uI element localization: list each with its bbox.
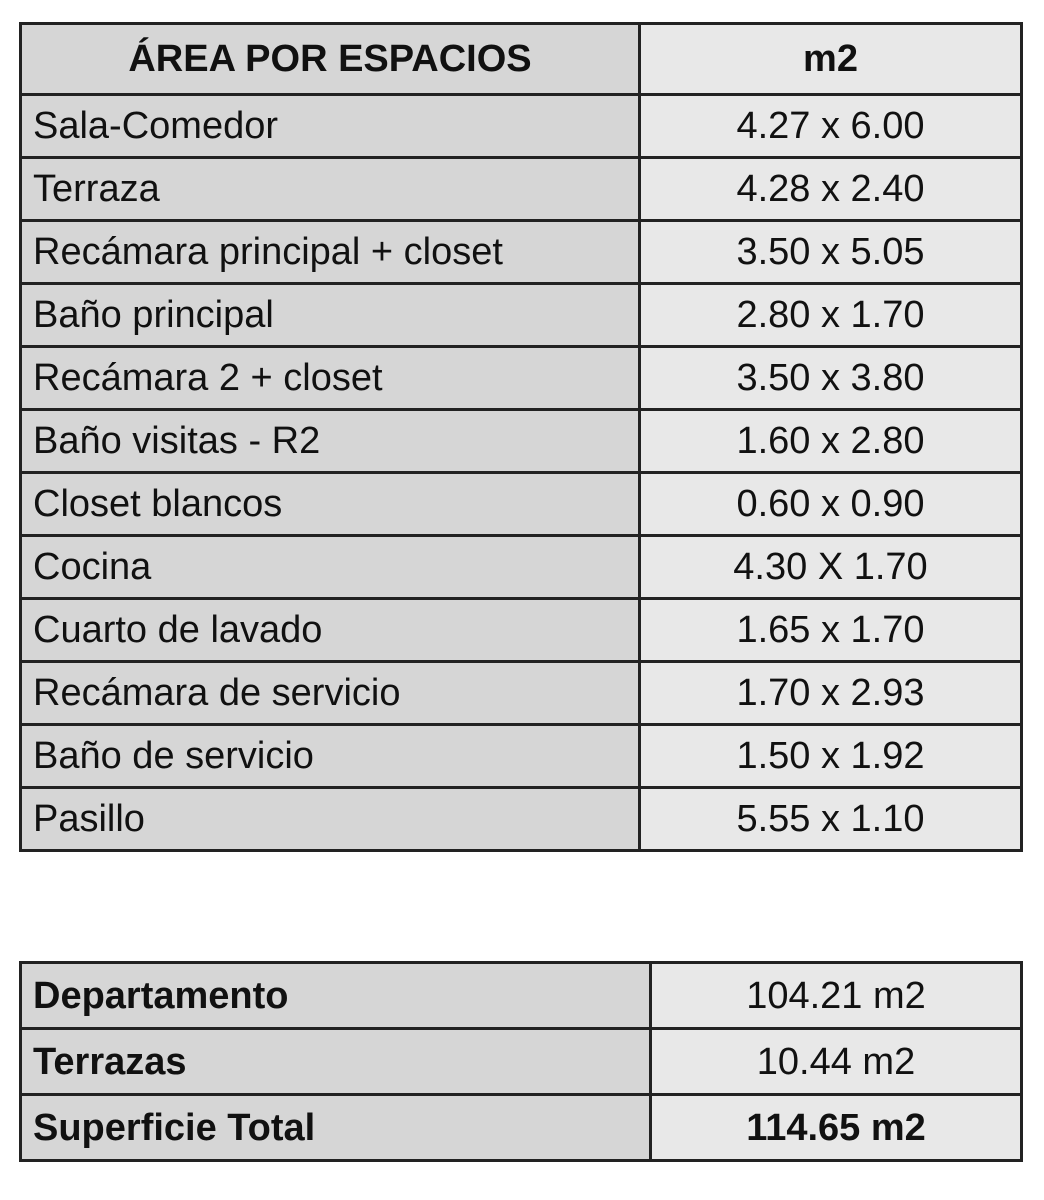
- table-row: [21, 725, 1022, 788]
- table-row: [21, 221, 1022, 284]
- space-name-cell: Baño visitas - R2: [21, 410, 640, 473]
- space-dimensions-cell: 3.50 x 3.80: [640, 347, 1022, 410]
- space-dimensions-cell: 4.28 x 2.40: [640, 158, 1022, 221]
- space-name-cell: Recámara de servicio: [21, 662, 640, 725]
- table-row: [21, 963, 1022, 1029]
- table-row: [21, 347, 1022, 410]
- table-row: [21, 284, 1022, 347]
- areas-table-header-row: [21, 24, 1022, 95]
- space-dimensions-cell: 4.30 X 1.70: [640, 536, 1022, 599]
- grand-total-value-cell: 114.65 m2: [651, 1095, 1022, 1161]
- totals-table: [19, 961, 1023, 1162]
- space-dimensions-cell: 1.60 x 2.80: [640, 410, 1022, 473]
- space-dimensions-cell: 1.50 x 1.92: [640, 725, 1022, 788]
- total-value-cell: 104.21 m2: [651, 963, 1022, 1029]
- space-column-header: ÁREA POR ESPACIOS: [21, 24, 640, 95]
- grand-total-label-cell: Superficie Total: [21, 1095, 651, 1161]
- table-row: [21, 473, 1022, 536]
- space-name-cell: Cocina: [21, 536, 640, 599]
- space-name-cell: Terraza: [21, 158, 640, 221]
- space-name-cell: Baño principal: [21, 284, 640, 347]
- space-name-cell: Pasillo: [21, 788, 640, 851]
- table-row: [21, 410, 1022, 473]
- table-row: [21, 536, 1022, 599]
- space-dimensions-cell: 5.55 x 1.10: [640, 788, 1022, 851]
- areas-table: [19, 22, 1023, 852]
- table-row: [21, 158, 1022, 221]
- space-name-cell: Recámara principal + closet: [21, 221, 640, 284]
- total-label-cell: Terrazas: [21, 1029, 651, 1095]
- table-row: [21, 95, 1022, 158]
- table-row: [21, 1095, 1022, 1161]
- space-name-cell: Baño de servicio: [21, 725, 640, 788]
- space-dimensions-cell: 0.60 x 0.90: [640, 473, 1022, 536]
- table-row: [21, 1029, 1022, 1095]
- space-name-cell: Cuarto de lavado: [21, 599, 640, 662]
- space-name-cell: Sala-Comedor: [21, 95, 640, 158]
- space-name-cell: Closet blancos: [21, 473, 640, 536]
- space-dimensions-cell: 4.27 x 6.00: [640, 95, 1022, 158]
- total-value-cell: 10.44 m2: [651, 1029, 1022, 1095]
- space-dimensions-cell: 1.65 x 1.70: [640, 599, 1022, 662]
- table-row: [21, 788, 1022, 851]
- table-row: [21, 662, 1022, 725]
- table-row: [21, 599, 1022, 662]
- total-label-cell: Departamento: [21, 963, 651, 1029]
- space-name-cell: Recámara 2 + closet: [21, 347, 640, 410]
- space-dimensions-cell: 3.50 x 5.05: [640, 221, 1022, 284]
- area-column-header: m2: [640, 24, 1022, 95]
- space-dimensions-cell: 2.80 x 1.70: [640, 284, 1022, 347]
- space-dimensions-cell: 1.70 x 2.93: [640, 662, 1022, 725]
